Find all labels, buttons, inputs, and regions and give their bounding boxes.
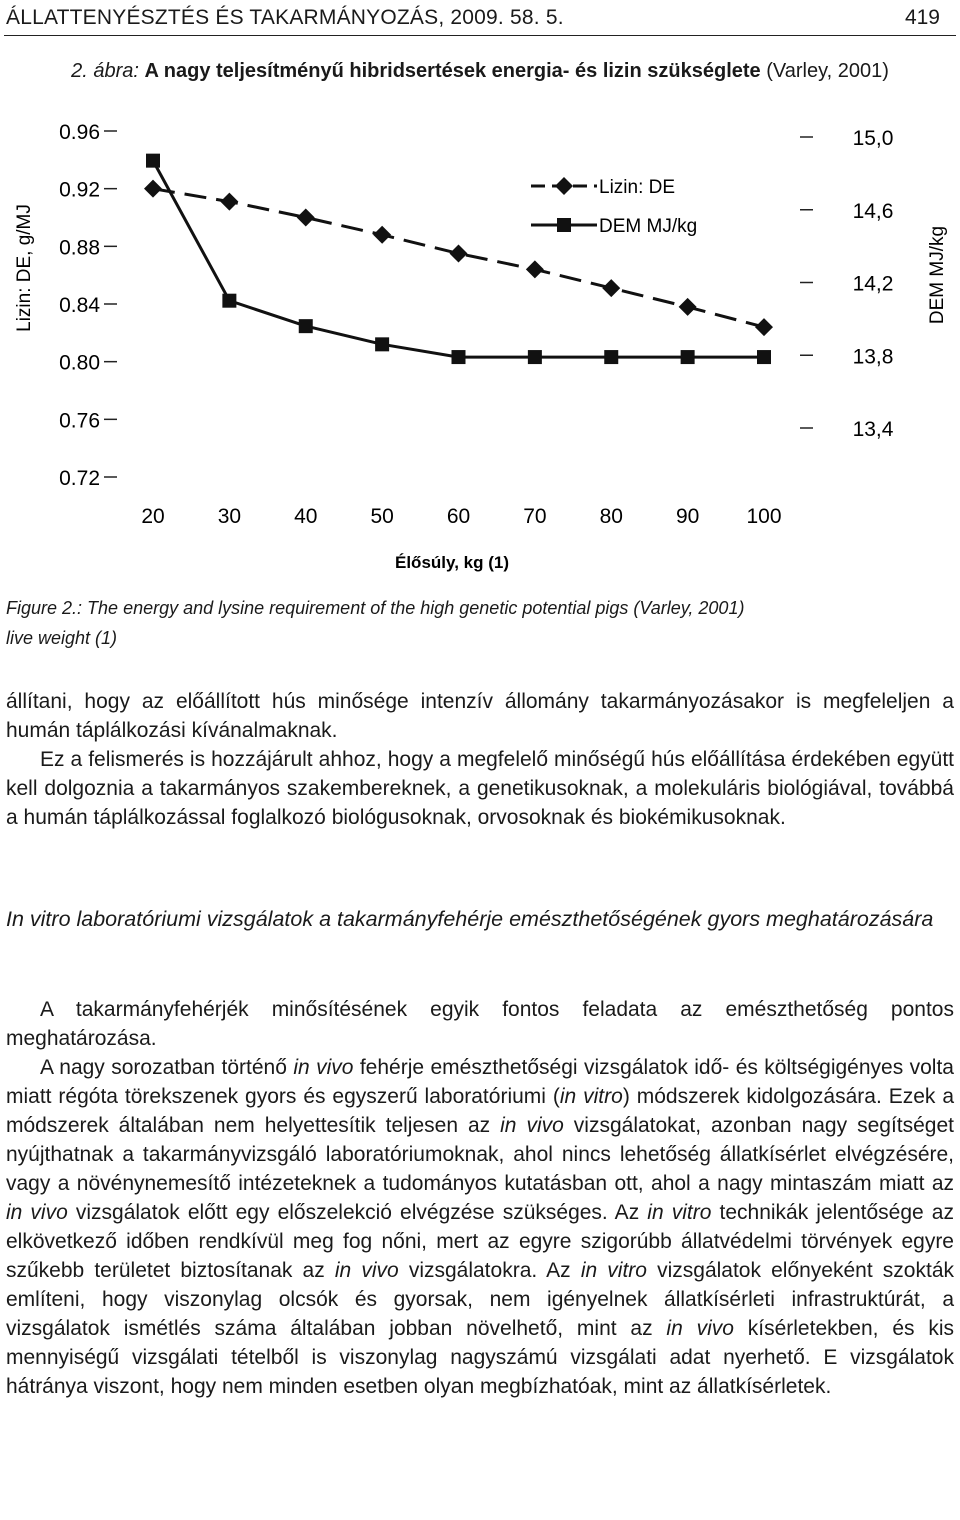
data-point-diamond [220,193,238,211]
p4-text-5: vizsgálatok előtt egy előszelekció elvégzése szükséges. Az [67,1201,648,1224]
data-point-square [452,350,466,364]
figure-title [0,60,960,83]
caption-text: : The energy and lysine requirement of the high genetic potential pigs (Varley, 2001) [77,598,745,618]
data-point-square [146,154,160,168]
p4-italic-1: in vivo [293,1056,354,1079]
data-point-diamond [755,318,773,336]
header-rule [4,35,956,36]
right-tick-label: 14,6 [852,199,894,223]
left-tick-label: 0.72 [59,467,100,490]
paragraph-4 [6,1053,954,1401]
x-tick-label: 70 [523,505,547,528]
figure-label: 2. ábra: [71,60,139,82]
data-point-diamond [373,226,391,244]
right-tick-label: 14,2 [852,272,894,296]
data-point-diamond [602,279,620,297]
x-tick-label: 60 [446,505,471,528]
legend-label: Lizin: DE [599,177,676,198]
section-heading: In vitro laboratóriumi vizsgálatok a takarmányfehérje emészthetőségének gyors meghatározására [6,907,934,931]
legend-marker-square [557,218,571,232]
right-tick-label: 13,4 [852,418,894,441]
left-tick-label: 0.76 [59,409,100,433]
body-text-block-2 [6,995,954,1401]
data-point-diamond [450,245,468,263]
data-point-square [681,350,695,364]
p4-italic-6: in vivo [334,1259,399,1282]
p4-italic-7: in vitro [580,1259,647,1282]
paragraph-2: Ez a felismerés is hozzájárult ahhoz, hogy a megfelelő minőségű hús előállítása érdekében együtt kell dolgoznia a takarmányos szakembereknek, a genetikusoknak, a molekuláris biológiával, továbbá a humán táplálkozással foglalkozó biológusoknak, orvosoknak és biokémikusoknak. [6,748,954,829]
data-point-square [299,319,313,333]
data-point-diamond [144,180,162,198]
legend-label: DEM MJ/kg [599,216,698,237]
figure-title-text: A nagy teljesítményű hibridsertések energia- és lizin szükséglete [144,60,761,82]
p4-italic-8: in vivo [666,1317,734,1340]
y-axis-label-right: DEM MJ/kg [927,225,948,325]
p4-italic-3: in vivo [500,1114,564,1137]
caption-label: Figure 2. [6,598,78,618]
data-point-diamond [297,209,315,227]
p4-italic-5: in vitro [647,1201,712,1224]
x-tick-label: 100 [746,505,782,528]
chart-legend [531,177,697,237]
right-tick-label: 13,8 [852,345,894,369]
p4-text-9: kísérletekben, és kis mennyiségű vizsgálati tételből is viszonylag nagyszámú vizsgálati adat nyerhető. E vizsgálatok hátránya viszont, hogy nem minden esetben olyan megbízhatóak, mint az állatkísérletek. [6,1317,954,1398]
body-text-block-1 [6,687,954,832]
left-tick-label: 0.84 [59,294,100,317]
data-point-square [757,350,771,364]
paragraph-3: A takarmányfehérjék minősítésének egyik fontos feladata az emészthetőség pontos meghatározása. [6,998,954,1050]
data-point-square [375,337,389,351]
data-point-square [604,350,618,364]
data-point-diamond [526,260,544,278]
y-axis-label-left: Lizin: DE, g/MJ [14,204,35,332]
page-number: 419 [904,6,940,29]
energy-lysine-chart [0,110,960,580]
figure-caption-en [6,593,956,653]
caption-line2: live weight (1) [6,628,118,648]
data-point-square [528,350,542,364]
p4-text-4: vizsgálatokat, azonban nagy segítséget nyújthatnak a takarmányvizsgáló laboratóriumoknak, ahol nincs lehetőség állatkísérlet elvégzésére, vagy a növénynemesítő intézeteknek a tudományos kutatásban ott, ahol a nagy mintaszám miatt az [6,1114,954,1195]
x-tick-label: 40 [294,505,318,528]
figure-source: (Varley, 2001) [766,60,889,82]
x-tick-label: 30 [217,505,242,528]
p4-italic-2: in vitro [559,1085,623,1108]
data-point-diamond [679,298,697,316]
legend-marker-diamond [555,177,573,195]
paragraph-1: állítani, hogy az előállított hús minősége intenzív állomány takarmányozásakor is megfeleljen a humán táplálkozási kívánalmaknak. [6,690,954,742]
p4-text-3: ) módszerek kidolgozására. Ezek a módszerek általában nem helyettesítik teljesen az [6,1085,954,1137]
p4-text-7: vizsgálatokra. Az [398,1259,581,1282]
p4-text-8: vizsgálatok előnyeként szokták említeni, hogy viszonylag olcsók és gyorsak, nem igényelnek állatkísérleti infrastruktúrát, a vizsgálatok ismétlés száma általában jobban növelhető, mint az [6,1259,955,1340]
left-tick-label: 0.92 [59,178,100,202]
left-tick-label: 0.96 [59,121,100,144]
p4-text-2: fehérje emészthetőségi vizsgálatok idő- és költségigényes volta miatt régóta törekszenek gyors és egyszerű laboratóriumi ( [6,1056,954,1108]
x-tick-label: 80 [599,505,623,528]
left-tick-label: 0.80 [59,351,100,375]
left-tick-label: 0.88 [59,236,100,260]
running-header [6,6,940,36]
x-tick-label: 90 [675,505,700,528]
chart-series [144,154,773,364]
x-tick-label: 50 [370,505,394,528]
journal-running-title: ÁLLATTENYÉSZTÉS ÉS TAKARMÁNYOZÁS, 2009. 58. 5. [6,6,564,29]
data-point-square [222,294,236,308]
p4-text-6: technikák jelentősége az elkövetkező időben rendkívül meg fog nőni, mert az egyre szigorúbb állatvédelmi törvények egyre szűkebb területet biztosítanak az [6,1201,954,1282]
x-tick-label: 20 [141,505,165,528]
p4-italic-4: in vivo [6,1201,68,1224]
p4-text-1: A nagy sorozatban történő [40,1056,294,1079]
right-tick-label: 15,0 [852,127,894,150]
x-axis-label: Élősúly, kg (1) [395,553,509,572]
